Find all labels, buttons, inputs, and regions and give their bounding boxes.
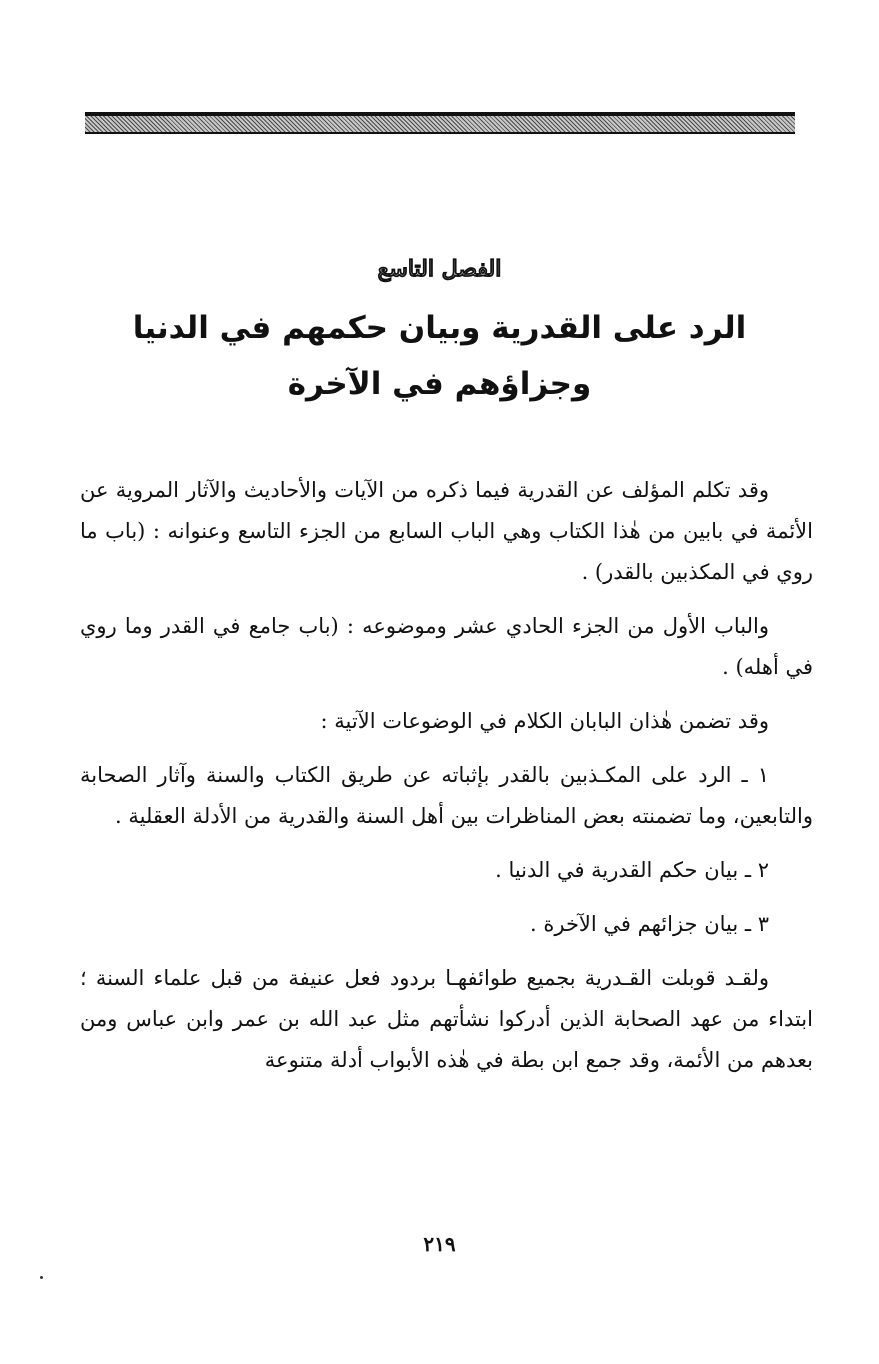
list-item-2: ٢ ـ بيان حكم القدرية في الدنيا . — [495, 858, 769, 882]
paragraph-topics-intro: وقد تضمن هٰذان البابان الكلام في الوضوعات الآتية : — [320, 709, 769, 733]
paragraph-continuation: ولقـد قوبلت القـدرية بجميع طوائفهـا بردود فعل عنيفة من قبل علماء السنة ؛ ابتداء من عهد الصحابة الذين أدركوا نشأتهم مثل عبد الله بن عمر وابن عباس ومن بعدهم من الأئمة، وقد جمع ابن بطة في هٰذه الأبواب أدلة متنوعة — [80, 966, 813, 1072]
chapter-title-line-2: وجزاؤهم في الآخرة — [287, 366, 592, 402]
chapter-title — [60, 300, 819, 412]
header-rule — [85, 112, 795, 134]
list-item-1: ١ ـ الرد على المكـذبين بالقدر بإثباته عن طريق الكتاب والسنة وآثار الصحابة والتابعين، وما تضمنته بعض المناظرات بين أهل السنة والقدرية من الأدلة العقلية . — [80, 763, 813, 828]
paragraph-intro: وقد تكلم المؤلف عن القدرية فيما ذكره من الآيات والأحاديث والآثار المروية عن الأئمة في بابين من هٰذا الكتاب وهي الباب السابع من الجزء التاسع وعنوانه : (باب ما روي في المكذبين بالقدر) . — [80, 478, 813, 584]
list-item-3: ٣ ـ بيان جزائهم في الآخرة . — [530, 912, 769, 936]
scan-speck — [40, 1276, 43, 1279]
paragraph-second-chapter: والباب الأول من الجزء الحادي عشر وموضوعه : (باب جامع في القدر وما روي في أهله) . — [80, 614, 813, 679]
page-number: ٢١٩ — [423, 1232, 456, 1256]
body-text — [80, 470, 813, 1094]
chapter-title-line-1: الرد على القدرية وبيان حكمهم في الدنيا — [132, 310, 747, 346]
chapter-label: الفصل التاسع — [377, 256, 502, 282]
